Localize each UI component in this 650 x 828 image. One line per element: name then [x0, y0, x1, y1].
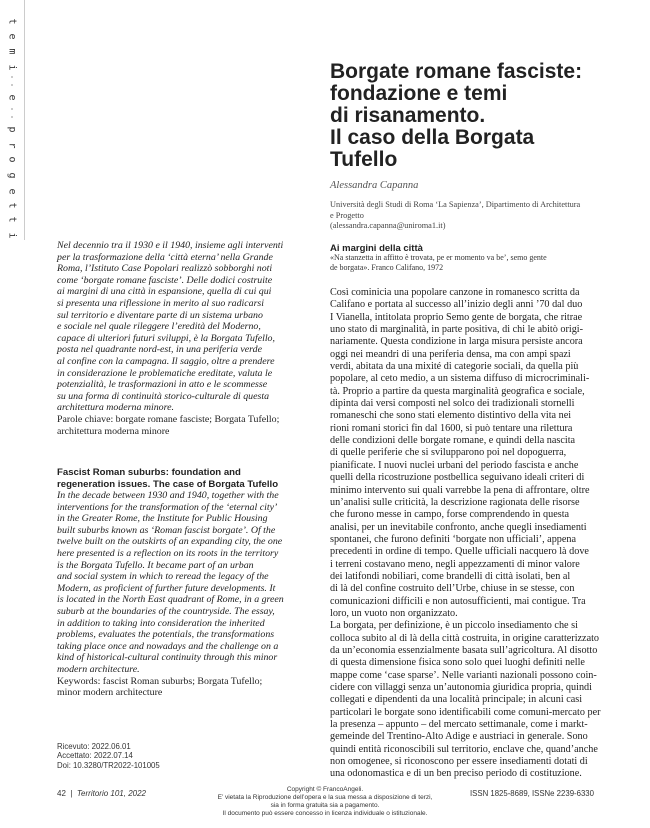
abstract-line: ai margini di una città in espansione, quella di cui qui [57, 286, 272, 298]
sidebar-letter: g [6, 172, 18, 179]
abstract-line: come ‘borgate romane fasciste’. Delle dodici costruite [57, 274, 273, 286]
keywords-line: Keywords: fascist Roman suburbs; Borgata Tufello; [57, 675, 263, 687]
body-line: verdi, abitata da una mixité di categorie sociali, da quella più [330, 361, 579, 373]
body-line: colloca subito al di là della città costruita, in origine caratterizzato [330, 632, 600, 644]
body-line: dei latifondi nobiliari, come brandelli di città isolati, ben al [330, 570, 571, 582]
body-line: quelli della ricostruzione postbellica seguivano ideali criteri di [330, 472, 585, 484]
body-text [330, 287, 632, 781]
footer-copyright [190, 786, 460, 818]
sidebar-letter: p [6, 126, 18, 133]
body-line: rioni romani storici fin dal 1600, si può tentare una rilettura [330, 422, 573, 434]
title-line: Il caso della Borgata [330, 126, 535, 149]
body-line: quindi entità riconoscibili sul territorio, enclave che, quand’anche [330, 743, 598, 755]
body-line: non omogenee, si riconoscono per essere insediamenti dotati di [330, 756, 588, 768]
doi: Doi: 10.3280/TR2022-101005 [57, 760, 160, 770]
footer-separator: | [68, 789, 75, 798]
abstract-line: built suburbs known as ‘Roman fascist borgate’. Of the [57, 524, 276, 536]
body-line: la presenza – appunto – del mercato settimanale, come i markt- [330, 719, 588, 731]
sidebar-letter: e [6, 33, 18, 40]
body-line: tà. Proprio a partire da questa marginalità geografica e sociale, [330, 385, 585, 397]
sidebar-letter: t [6, 202, 18, 209]
abstract-line: si presenta una riflessione in merito al suo radicarsi [57, 297, 265, 309]
affiliation-line: e Progetto [330, 210, 364, 220]
abstract-line: is the Borgata Tufello. It became part of an urban [57, 559, 254, 571]
sidebar-dot [11, 108, 13, 110]
sidebar-dot [11, 116, 13, 118]
affiliation [330, 200, 630, 232]
abstract-line: modern architecture. [57, 663, 140, 675]
body-line: precedenti in ordine di tempo. Quelle ufficiali nacquero là dove [330, 546, 589, 558]
sidebar-letter: t [6, 18, 18, 25]
abstract-line: here presented is a reflection on its roots in the territory [57, 547, 279, 559]
body-line: da un’economia essenzialmente basata sull’agricoltura. Al disotto [330, 644, 598, 656]
abstract-line: in the Greater Rome, the Institute for Public Housing [57, 513, 268, 525]
author-name: Alessandra Capanna [330, 180, 419, 191]
journal-name: Territorio 101, 2022 [76, 789, 146, 798]
epigraph-line: «Na stanzetta in affitto è trovata, pe er momento va be’, semo gente [330, 253, 547, 262]
abstract-line: architettura moderna minore. [57, 402, 174, 414]
body-line: che furono messe in campo, forse comprendendo in questa [330, 509, 570, 521]
body-line: di là del confine costruito dell’Urbe, chiuse in se stesse, con [330, 583, 575, 595]
body-line: i terreni costavano meno, negli appezzamenti di minor valore [330, 558, 580, 570]
sidebar-letter: o [6, 156, 18, 163]
copyright-line: Il documento può essere concesso in licenza individuale o istituzionale. [222, 810, 428, 817]
abstract-line: is located in the North East quadrant of Rome, in a green [57, 594, 284, 606]
abstract-line: suburb at the boundaries of the countryside. The essay, [57, 605, 275, 617]
title-line: Borgate romane fasciste: [330, 60, 583, 83]
body-line: dipinta dai versi composti nel solco dei tradizionali stornelli [330, 398, 575, 410]
abstract-line: taking place once and nowadays and the challenge on a [57, 640, 279, 652]
body-line: mappe come ‘case sparse’. Nelle varianti nazionali possono coin- [330, 669, 597, 681]
affiliation-email: (alessandra.capanna@uniroma1.it) [330, 221, 446, 230]
sidebar-dot [11, 76, 13, 78]
body-line: popolare, al ceto medio, a un sistema diffuso di microcriminali- [330, 373, 590, 385]
abstract-title-line: Fascist Roman suburbs: foundation and [57, 467, 241, 478]
abstract-line: interventions for the transformation of the ‘eternal city’ [57, 501, 278, 513]
title-line: di risanamento. [330, 104, 486, 127]
body-line: di questa dimensione fisica sono solo quei luoghi definiti nelle [330, 657, 585, 669]
epigraph [330, 253, 630, 273]
body-line: uno stato di marginalità, in parte positiva, di chi le abitò origi- [330, 324, 584, 336]
abstract-line: in addition to taking into consideration the inherited [57, 617, 265, 629]
body-line: minimo intervento sui quali varrebbe la pena di affrontare, oltre [330, 484, 590, 496]
body-line: una odonomastica e di un ben preciso periodo di costituzione. [330, 768, 582, 780]
keywords-line: architettura moderna minore [57, 425, 170, 437]
abstract-line: per la trasformazione della ‘città eterna’ nella Grande [57, 251, 273, 263]
epigraph-line: de borgata». Franco Califano, 1972 [330, 263, 444, 272]
abstract-line: Roma, l’Istituto Case Popolari realizzò sobborghi noti [57, 263, 273, 275]
abstract-line: Nel decennio tra il 1930 e il 1940, insieme agli interventi [57, 240, 284, 251]
abstract-line: capace di ulteriori futuri sviluppi, è la Borgata Tufello, [57, 332, 275, 344]
copyright-line: sia in forma gratuita sia a pagamento. [270, 802, 380, 809]
body-line: analisi, per un inevitabile confronto, anche quegli insediamenti [330, 521, 587, 533]
body-line: particolari le borgate sono identificabili come comuni-mercato per [330, 706, 601, 718]
body-line: Califano e portata al successo all’inizio degli anni ’70 dal duo [330, 299, 583, 311]
sidebar-letter: i [6, 64, 18, 71]
abstract-english [57, 490, 317, 699]
body-line: un’analisi sulle criticità, la descrizione ragionata delle risorse [330, 496, 580, 508]
sidebar-letter: m [6, 48, 18, 55]
body-line: spontanei, che furono definiti ‘borgate non ufficiali’, appena [330, 533, 577, 545]
sidebar-letter: t [6, 216, 18, 223]
section-heading: Ai margini della città [330, 243, 423, 254]
abstract-line: potenzialità, le trasformazioni in atto e le scommesse [57, 379, 268, 391]
page-number: 42 [57, 789, 66, 798]
abstract-line: twelve built on the outskirts of an expanding city, the one [57, 536, 283, 548]
copyright-line: E’ vietata la Riproduzione dell’opera e la sua messa a disposizione di terzi, [217, 794, 433, 801]
article-title [330, 61, 630, 171]
sidebar-letter: r [6, 142, 18, 149]
body-line: I Vianella, intitolata proprio Semo gente de borgata, che ritrae [330, 311, 583, 323]
body-line: collegati e dipendenti da una località principale; in alcuni casi [330, 694, 583, 706]
footer-issn: ISSN 1825-8689, ISSNe 2239-6330 [470, 789, 594, 798]
keywords-italian [57, 414, 317, 437]
keywords-line: minor modern architecture [57, 687, 163, 699]
abstract-english-title [57, 467, 317, 490]
received-date: Ricevuto: 2022.06.01 [57, 742, 131, 751]
abstract-line: su una forma di continuità storico-culturale di questa [57, 390, 270, 402]
body-line: comunicazioni difficili e non autosufficienti, mai contigue. Tra [330, 595, 586, 607]
abstract-line: Modern, as proficient of further future developments. It [57, 582, 276, 594]
title-line: fondazione e temi [330, 82, 508, 105]
abstract-line: In the decade between 1930 and 1940, together with the [57, 490, 279, 501]
keywords-english [57, 676, 317, 699]
body-line: gemeinde del Trentino-Alto Adige e austriaci in generale. Sono [330, 731, 588, 743]
body-line: di quelle periferie che si svilupparono poi nel dopoguerra, [330, 447, 567, 459]
abstract-line: e sociale nel quale rileggere l’eredità del Moderno, [57, 321, 261, 333]
sidebar-section-label [0, 0, 25, 240]
copyright-line: Copyright © FrancoAngeli. [286, 786, 364, 793]
body-line: delle condizioni delle borgate romane, e quindi della nascita [330, 435, 576, 447]
sidebar-letter: i [6, 232, 18, 239]
accepted-date: Accettato: 2022.07.14 [57, 751, 133, 761]
body-line: La borgata, per definizione, è un piccolo insediamento che si [330, 620, 578, 632]
sidebar-letter: e [6, 94, 18, 101]
abstract-line: and social system in which to reread the legacy of the [57, 571, 269, 583]
abstract-line: posta nel quadrante nord-est, in una periferia verde [57, 344, 262, 356]
abstract-line: kind of historical-cultural continuity through this minor [57, 652, 278, 664]
abstract-italian [57, 240, 317, 437]
abstract-line: sul territorio e diventare parte di un sistema urbano [57, 309, 263, 321]
body-line: Così cominicia una popolare canzone in romanesco scritta da [330, 287, 580, 298]
body-line: romaneschi che sono stati elemento distintivo della vita nei [330, 410, 572, 422]
body-line: nariamente. Questa condizione in larga misura persiste ancora [330, 336, 583, 348]
received-info [57, 742, 160, 770]
affiliation-line: Università degli Studi di Roma ‘La Sapienza’, Dipartimento di Architettura [330, 200, 581, 209]
sidebar-dot [11, 84, 13, 86]
title-line: Tufello [330, 148, 398, 171]
body-line: cidere con villaggi senza un’autonomia giuridica propria, quindi [330, 682, 592, 693]
abstract-title-line: regeneration issues. The case of Borgata Tufello [57, 478, 279, 490]
abstract-line: in considerazione le problematiche ereditate, valuta le [57, 367, 273, 379]
body-line: loro, un vuoto non organizzato. [330, 607, 458, 619]
abstract-line: al confine con la campagna. Il saggio, oltre a prendere [57, 355, 275, 367]
body-line: oggi nei meandri di una periferia densa, ma con ampi spazi [330, 348, 571, 360]
keywords-line: Parole chiave: borgate romane fasciste; Borgata Tufello; [57, 413, 280, 425]
sidebar-letter: e [6, 188, 18, 195]
body-line: pianificate. I nuovi nuclei urbani del periodo fascista e anche [330, 459, 579, 471]
footer-page-info [57, 789, 146, 798]
abstract-line: problems, evaluates the potentials, the transformations [57, 629, 275, 641]
